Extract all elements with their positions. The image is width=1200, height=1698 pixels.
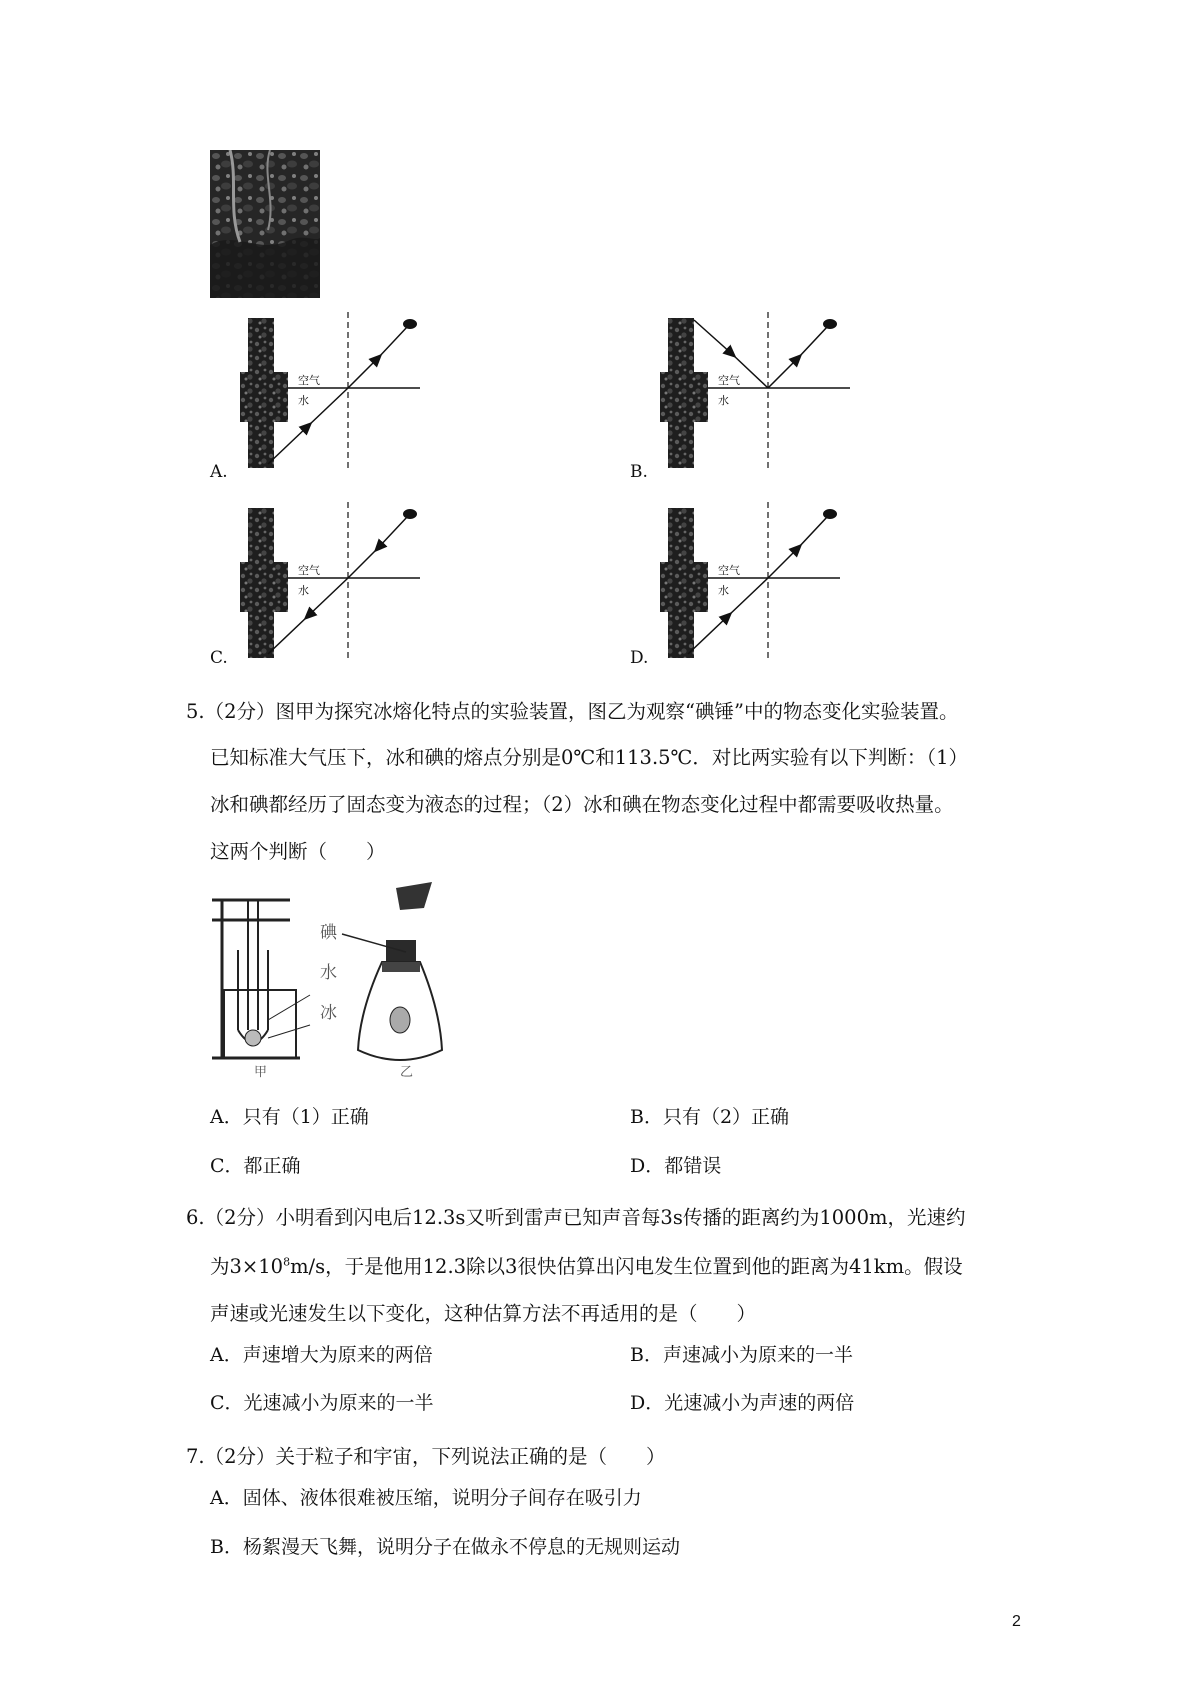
q5-stem-line-2: 已知标准大气压下，冰和碘的熔点分别是0℃和113.5℃．对比两实验有以下判断：（1） — [210, 746, 969, 769]
air-label: 空气 — [718, 374, 740, 387]
page-number: 2 — [1012, 1613, 1021, 1630]
water-label: 水 — [298, 394, 309, 407]
option-b-diagram — [660, 312, 860, 472]
q6-option-d: D．光速减小为声速的两倍 — [630, 1392, 855, 1414]
q5-stem-line-3: 冰和碘都经历了固态变为液态的过程；（2）冰和碘在物态变化过程中都需要吸收热量。 — [210, 793, 954, 816]
option-c-diagram — [240, 502, 440, 662]
q6-stem-line-2-after: m/s，于是他用12.3除以3很快估算出闪电发生位置到他的距离为41km。假设 — [290, 1255, 963, 1278]
reflection-photo — [210, 150, 320, 298]
q6-option-b: B．声速减小为原来的一半 — [630, 1344, 853, 1366]
iodine-label: 碘 — [320, 923, 337, 943]
q7-stem: 7.（2分）关于粒子和宇宙，下列说法正确的是（ ） — [186, 1445, 666, 1468]
option-c-label: C. — [210, 648, 228, 668]
option-a-label: A. — [210, 462, 228, 482]
q6-stem-line-2 — [210, 1251, 963, 1279]
q5-stem-line-4: 这两个判断（ ） — [210, 840, 386, 863]
water-label: 水 — [298, 584, 309, 597]
q7-option-b: B．杨絮漫天飞舞，说明分子在做永不停息的无规则运动 — [210, 1536, 680, 1558]
water-label: 水 — [718, 394, 729, 407]
q5-option-c: C．都正确 — [210, 1155, 301, 1177]
q6-stem-line-2-before: 为3×10 — [210, 1255, 284, 1278]
q5-option-b: B．只有（2）正确 — [630, 1106, 790, 1128]
q6-stem-line-1: 6.（2分）小明看到闪电后12.3s又听到雷声已知声音每3s传播的距离约为1000m，光速约 — [186, 1206, 966, 1229]
q6-stem-line-3: 声速或光速发生以下变化，这种估算方法不再适用的是（ ） — [210, 1302, 757, 1325]
q7-option-a: A．固体、液体很难被压缩，说明分子间存在吸引力 — [210, 1487, 642, 1509]
option-d-diagram — [660, 502, 860, 662]
q5-figure — [210, 880, 470, 1080]
q5-option-a: A．只有（1）正确 — [210, 1106, 369, 1128]
option-a-diagram — [240, 312, 440, 472]
q5-option-d: D．都错误 — [630, 1155, 722, 1177]
option-b-label: B. — [630, 462, 648, 482]
air-label: 空气 — [298, 564, 320, 577]
option-d-label: D. — [630, 648, 649, 668]
ice-label: 冰 — [320, 1003, 337, 1023]
water-label-q5: 水 — [320, 963, 337, 983]
q5-stem-line-1: 5.（2分）图甲为探究冰熔化特点的实验装置，图乙为观察“碘锤”中的物态变化实验装置。 — [186, 700, 959, 723]
q6-option-a: A．声速增大为原来的两倍 — [210, 1344, 433, 1366]
q6-exponent: 8 — [283, 1255, 291, 1269]
air-label: 空气 — [298, 374, 320, 387]
water-label: 水 — [718, 584, 729, 597]
air-label: 空气 — [718, 564, 740, 577]
yi-label: 乙 — [400, 1065, 414, 1080]
jia-label: 甲 — [254, 1065, 268, 1080]
q6-option-c: C．光速减小为原来的一半 — [210, 1392, 434, 1414]
